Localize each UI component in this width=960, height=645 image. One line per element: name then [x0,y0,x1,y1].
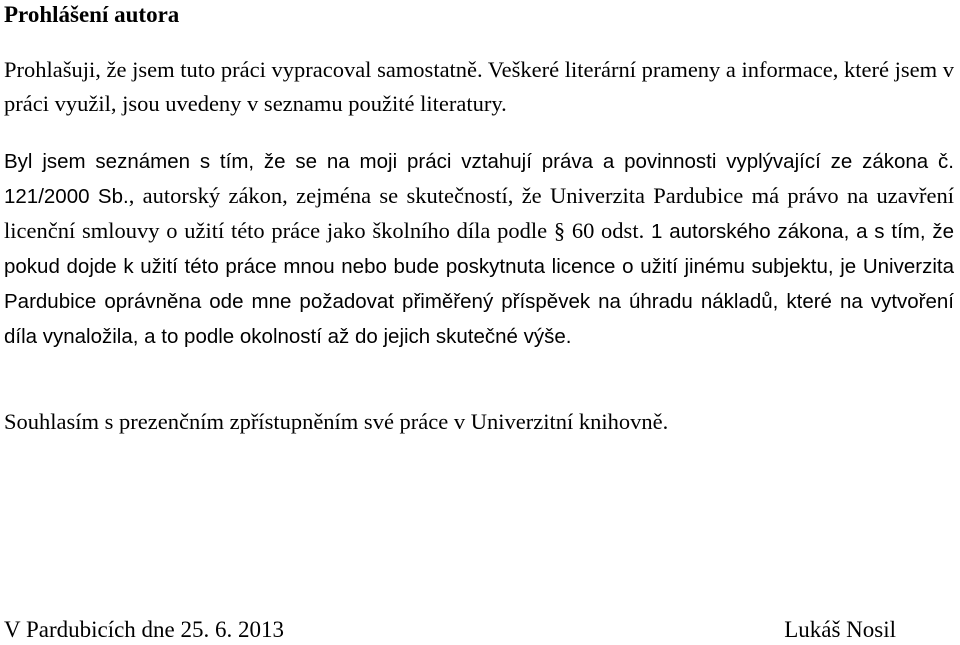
declaration-paragraph-copyright [4,144,954,354]
declaration-paragraph-library-consent: Souhlasím s prezenčním zpřístupněním své práce v Univerzitní knihovně. [4,409,669,434]
page-title: Prohlášení autora [4,2,180,27]
place-and-date: V Pardubicích dne 25. 6. 2013 [4,617,285,642]
copyright-text-part-2: , autorský zákon, zejména se skutečností, že Univerzita Pardubice má právo na uzavření licenční smlouvy o užití této práce jako školního díla podle § 60 odst. [4,183,954,243]
declaration-paragraph-originality: Prohlašuji, že jsem tuto práci vypracoval samostatně. Veškeré literární prameny a informace, které jsem v práci využil, jsou uvedeny v seznamu použité literatury. [4,57,954,116]
author-signature-name: Lukáš Nosil [784,617,896,642]
copyright-text-part-3: 1 autorského zákona, a s tím, že pokud dojde k užití této práce mnou nebo bude poskytnuta licence o užití jinému subjektu, je Univerzita Pardubice oprávněna ode mne požadovat přiměřený příspěvek na úhradu nákladů, které na vytvoření díla vynaložila, a to podle okolností až do jejich skutečné výše. [4,220,955,348]
copyright-text-part-1: Byl jsem seznámen s tím, že se na moji práci vztahují práva a povinnosti vyplývající ze zákona č. 121/2000 Sb. [4,150,954,208]
